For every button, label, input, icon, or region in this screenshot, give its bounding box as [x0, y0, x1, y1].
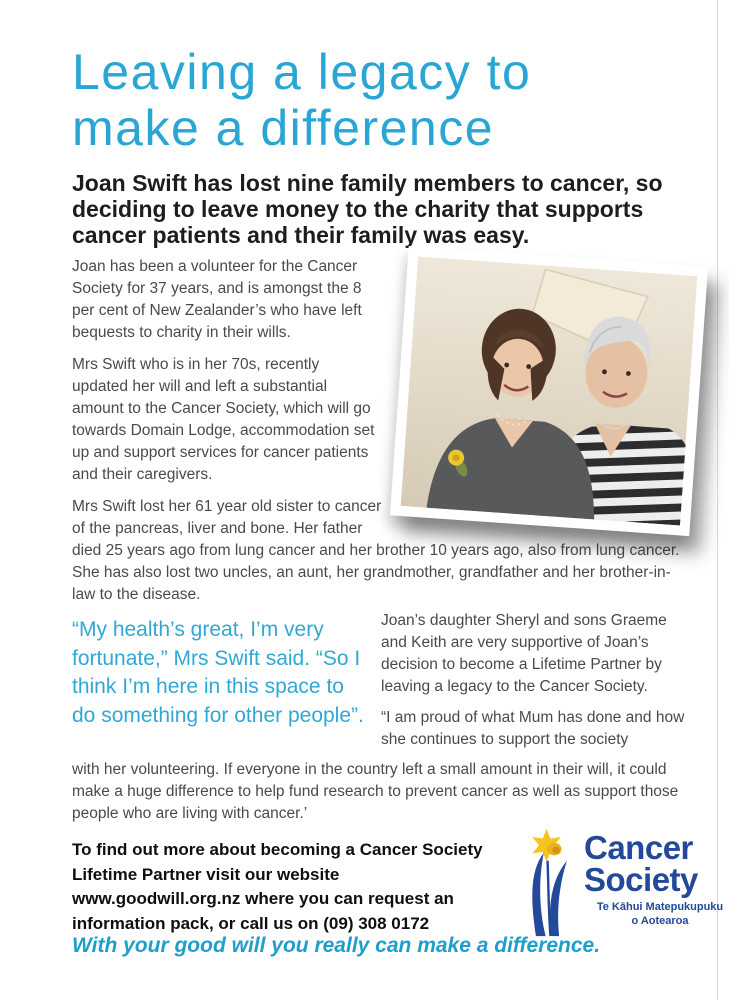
family-photo: [399, 256, 699, 526]
article-paragraph-1: Joan has been a volunteer for the Cancer Society for 37 years, and is amongst the 8 per cent of New Zealander’s who have left bequests to charity in their wills.: [72, 258, 362, 341]
article-paragraph-6: with her volunteering. If everyone in the country left a small amount in their will, it could make a huge difference to help fund research to prevent cancer as well as support those people who are living with cancer.’: [72, 761, 679, 822]
family-photo-frame: [390, 246, 708, 536]
article-paragraph-4: Joan’s daughter Sheryl and sons Graeme and Keith are very supportive of Joan’s decision to become a Lifetime Partner by leaving a legacy to the Cancer Society.: [381, 612, 667, 695]
logo-maori-line1: Te Kāhui Matepukupuku: [596, 901, 724, 913]
logo-name-line1: Cancer: [584, 829, 693, 866]
logo-text-block: [584, 824, 729, 928]
pull-quote: “My health’s great, I’m very fortunate,” Mrs Swift said. “So I think I’m here in this space to do something for other people”.: [72, 618, 364, 727]
article-paragraph-2: Mrs Swift who is in her 70s, recently updated her will and left a substantial amount to the Cancer Society, which will go towards Domain Lodge, accommodation set up and support services for cancer patients and their caregivers.: [72, 356, 375, 483]
logo-name-line2: Society: [584, 861, 698, 898]
tagline: With your good will you really can make a difference.: [72, 934, 601, 957]
cancer-society-logo: [520, 824, 729, 938]
family-photo-illustration: [401, 257, 698, 526]
logo-maori-line2: o Aotearoa: [631, 915, 689, 927]
quote-and-column-section: [72, 610, 699, 751]
page-title-line1: Leaving a legacy to: [72, 44, 532, 100]
call-to-action-text: To find out more about becoming a Cancer Society Lifetime Partner visit our website www.goodwill.org.nz where you can request an information pack, or call us on (09) 308 0172: [72, 840, 483, 933]
page-title: [72, 44, 699, 156]
article-paragraph-5: “I am proud of what Mum has done and how she continues to support the society: [381, 709, 685, 748]
right-column: [381, 610, 691, 751]
article-paragraph-3: Mrs Swift lost her 61 year old sister to cancer of the pancreas, liver and bone. Her father died 25 years ago from lung cancer and her brother 10 years ago, also from lung cancer. She has also lost two uncles, an aunt, her grandmother, grandfather and her brother-in-law to the disease.: [72, 498, 680, 603]
footer-row: [72, 829, 724, 938]
intro-paragraph: Joan Swift has lost nine family members to cancer, so deciding to leave money to the charity that supports cancer patients and their family was easy.: [72, 170, 663, 248]
page-title-line2: make a difference: [72, 100, 495, 156]
daffodil-icon: [520, 824, 578, 938]
